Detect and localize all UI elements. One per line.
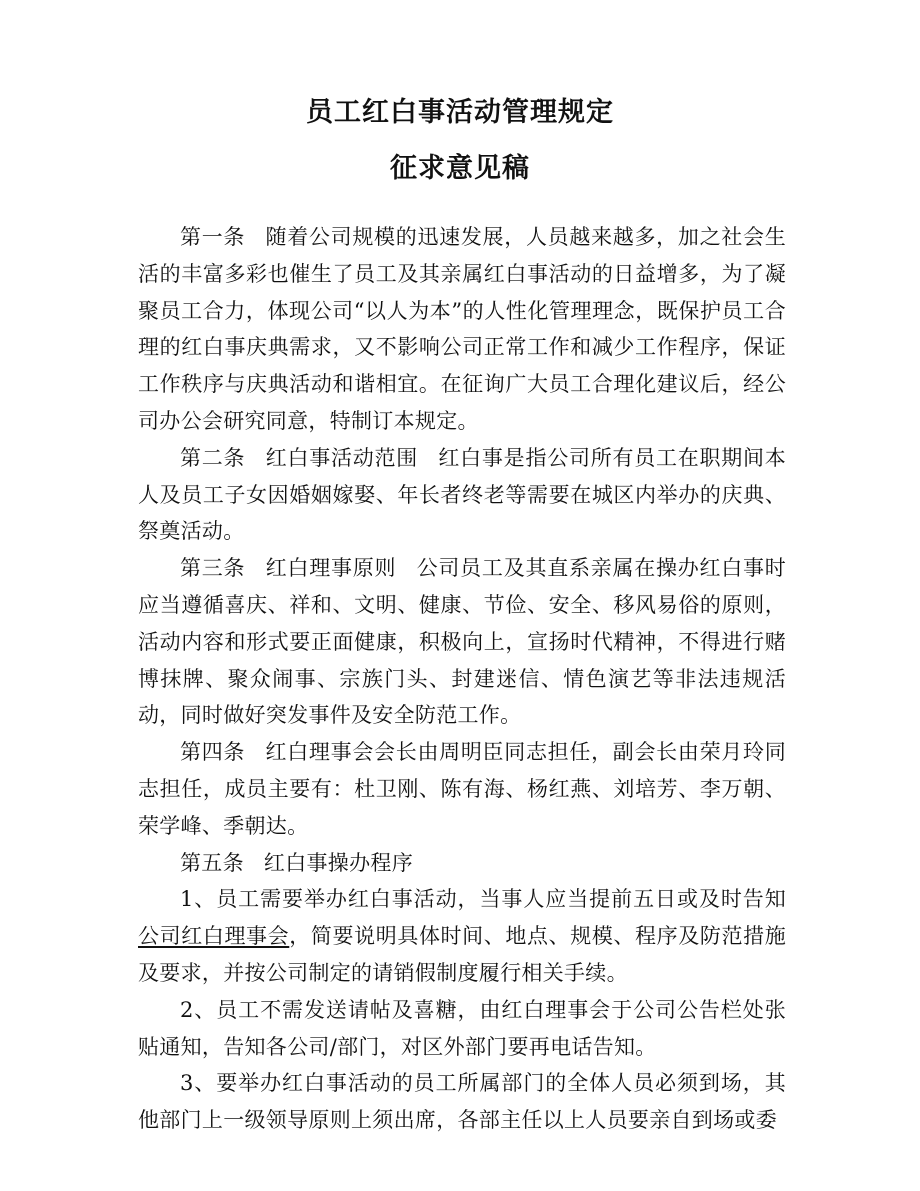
procedure-item-1 — [138, 881, 786, 991]
article-2-label: 第二条 — [180, 445, 246, 470]
procedure-item-3: 3、要举办红白事活动的员工所属部门的全体人员必须到场，其他部门上一级领导原则上须出席，各部主任以上人员要亲自到场或委 — [138, 1071, 786, 1133]
article-4 — [138, 734, 786, 844]
article-5 — [138, 845, 786, 882]
article-4-label: 第四条 — [180, 740, 246, 765]
article-5-heading: 红白事操办程序 — [263, 850, 414, 875]
document-title: 员工红白事活动管理规定 — [306, 97, 614, 128]
article-2 — [138, 440, 786, 550]
article-2-heading: 红白事活动范围 — [265, 445, 418, 470]
procedure-item-1-pre: 1、员工需要举办红白事活动，当事人应当提前五日或及时告知 — [180, 887, 786, 912]
document-subtitle: 征求意见稿 — [390, 153, 530, 184]
article-3 — [138, 550, 786, 734]
article-3-text: 公司员工及其直系亲属在操办红白事时应当遵循喜庆、祥和、文明、健康、节俭、安全、移风易俗的原则，活动内容和形式要正面健康，积极向上，宣扬时代精神，不得进行赌博抹牌、聚众闹事、宗族门头、封建迷信、情色演艺等非法违规活动，同时做好突发事件及安全防范工作。 — [138, 556, 786, 728]
article-4-text: 红白理事会会长由周明臣同志担任，副会长由荣月玲同志担任，成员主要有：杜卫刚、陈有海、杨红燕、刘培芳、李万朝、荣学峰、季朝达。 — [138, 740, 787, 838]
council-reference: 公司红白理事会 — [138, 924, 290, 949]
article-2-text: 红白事是指公司所有员工在职期间本人及员工子女因婚姻嫁娶、年长者终老等需要在城区内举办的庆典、祭奠活动。 — [138, 445, 786, 544]
document-body — [138, 219, 786, 1139]
procedure-item-2: 2、员工不需发送请帖及喜糖，由红白理事会于公司公告栏处张贴通知，告知各公司/部门，对区外部门要再电话告知。 — [138, 997, 786, 1059]
procedure-item-1-post: ，简要说明具体时间、地点、规模、程序及防范措施及要求，并按公司制定的请销假制度履行相关手续。 — [138, 924, 786, 985]
article-1-text: 随着公司规模的迅速发展，人员越来越多，加之社会生活的丰富多彩也催生了员工及其亲属红白事活动的日益增多，为了凝聚员工合力，体现公司“以人为本”的人性化管理理念，既保护员工合理的红白事庆典需求，又不影响公司正常工作和减少工作程序，保证工作秩序与庆典活动和谐相宜。在征询广大员工合理化建议后，经公司办公会研究同意，特制订本规定。 — [138, 225, 787, 433]
article-3-label: 第三条 — [180, 556, 246, 581]
article-1-label: 第一条 — [180, 225, 246, 249]
article-5-label: 第五条 — [180, 850, 244, 875]
article-3-heading: 红白理事原则 — [265, 556, 397, 581]
article-1 — [138, 219, 786, 440]
